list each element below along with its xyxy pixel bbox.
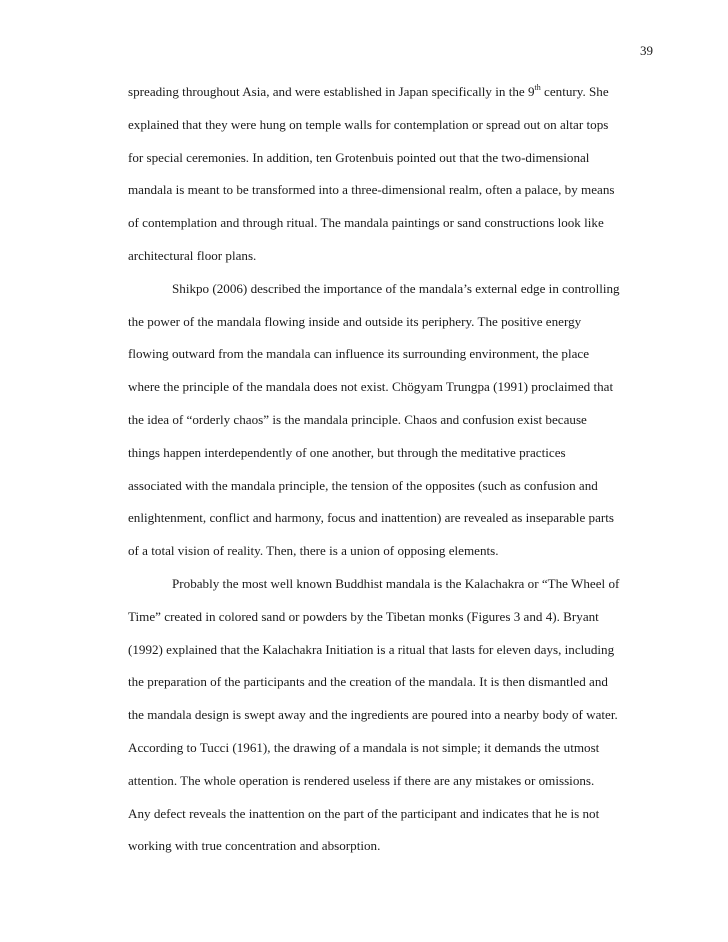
text-line: architectural floor plans.	[128, 247, 257, 263]
text-line: the mandala design is swept away and the ingredients are poured into a nearby body of water.	[128, 707, 618, 723]
text-line: spreading throughout Asia, and were established in Japan specifically in the 9th century. She	[128, 83, 609, 99]
paragraph-first-line: Probably the most well known Buddhist mandala is the Kalachakra or “The Wheel of	[172, 575, 620, 591]
text-line: where the principle of the mandala does not exist. Chögyam Trungpa (1991) proclaimed that	[128, 379, 614, 395]
superscript: th	[534, 83, 541, 92]
page-number: 39	[640, 43, 653, 58]
text-line: the preparation of the participants and the creation of the mandala. It is then dismantled and	[128, 674, 608, 690]
text-line: for special ceremonies. In addition, ten Grotenbuis pointed out that the two-dimensional	[128, 149, 590, 165]
text-line: attention. The whole operation is rendered useless if there are any mistakes or omissions.	[128, 772, 595, 788]
text-line: of a total vision of reality. Then, there is a union of opposing elements.	[128, 543, 499, 559]
text-line: associated with the mandala principle, the tension of the opposites (such as confusion and	[128, 477, 598, 493]
text-line: the power of the mandala flowing inside and outside its periphery. The positive energy	[128, 313, 582, 329]
body-text	[128, 76, 660, 863]
text-line: the idea of “orderly chaos” is the mandala principle. Chaos and confusion exist because	[128, 411, 587, 427]
text-line: flowing outward from the mandala can influence its surrounding environment, the place	[128, 346, 590, 362]
text-line: Time” created in colored sand or powders by the Tibetan monks (Figures 3 and 4). Bryant	[128, 608, 599, 624]
text-line: Any defect reveals the inattention on the part of the participant and indicates that he is not	[128, 805, 600, 821]
text-line: (1992) explained that the Kalachakra Initiation is a ritual that lasts for eleven days, including	[128, 641, 615, 657]
text-line: mandala is meant to be transformed into a three-dimensional realm, often a palace, by means	[128, 182, 615, 198]
text-line: explained that they were hung on temple walls for contemplation or spread out on altar tops	[128, 116, 609, 132]
text-line: working with true concentration and absorption.	[128, 838, 381, 854]
text-line: enlightenment, conflict and harmony, focus and inattention) are revealed as inseparable parts	[128, 510, 614, 526]
text-line: of contemplation and through ritual. The mandala paintings or sand constructions look like	[128, 215, 604, 231]
text-line: According to Tucci (1961), the drawing of a mandala is not simple; it demands the utmost	[128, 739, 600, 755]
text-line: things happen interdependently of one another, but through the meditative practices	[128, 444, 566, 460]
paragraph-first-line: Shikpo (2006) described the importance of the mandala’s external edge in controlling	[172, 280, 620, 296]
